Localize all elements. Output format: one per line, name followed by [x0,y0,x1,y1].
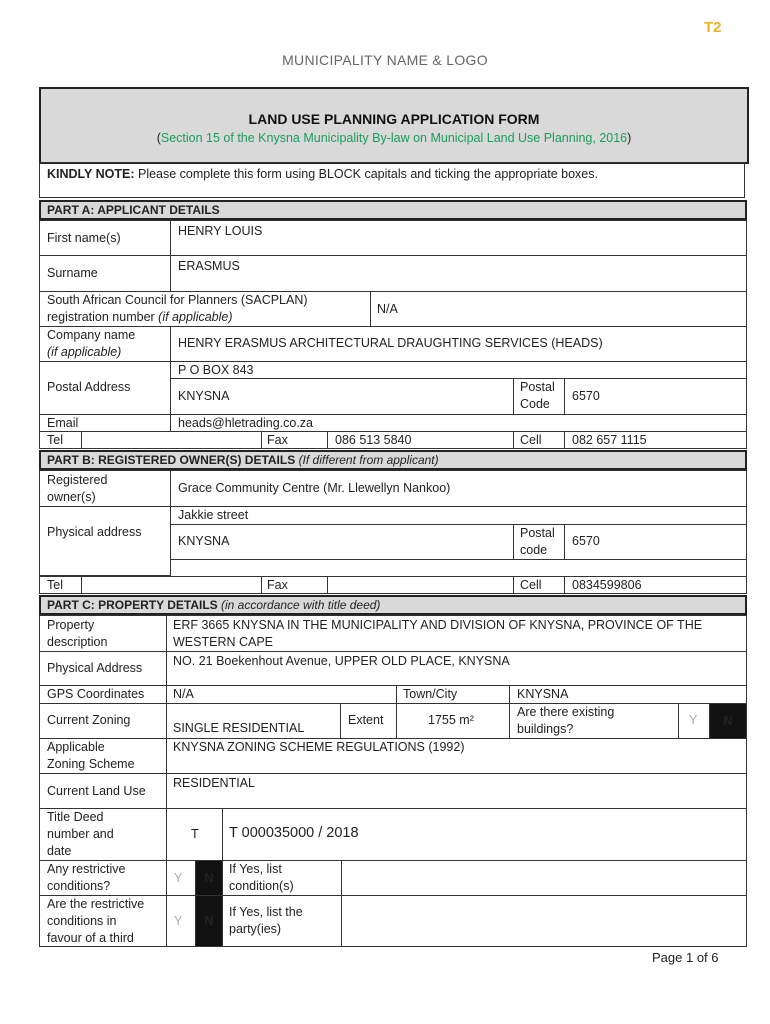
email-field[interactable]: heads@hletrading.co.za [170,414,747,432]
third-party-yes-box[interactable]: Y [166,895,196,947]
zoning-scheme-field[interactable]: KNYSNA ZONING SCHEME REGULATIONS (1992) [166,738,747,774]
physical-address-c-field[interactable]: NO. 21 Boekenhout Avenue, UPPER OLD PLACE, KNYSNA [166,651,747,686]
kindly-note: KINDLY NOTE: Please complete this form using BLOCK capitals and ticking the appropriate boxes. [39,162,745,198]
physical-line3-field[interactable] [170,559,747,577]
postal-address-label-cell: Postal Address [39,361,171,415]
restrictive-conditions-field[interactable] [341,860,747,896]
company-label-cell: Company name (if applicable) [39,326,171,362]
owner-cell-label-cell: Cell [513,576,565,594]
land-use-field[interactable]: RESIDENTIAL [166,773,747,809]
third-party-list-label-cell: If Yes, list the party(ies) [222,895,342,947]
company-field[interactable]: HENRY ERASMUS ARCHITECTURAL DRAUGHTING SERVICES (HEADS) [170,326,747,362]
owner-tel-field[interactable] [81,576,262,594]
postal-address-line2-field[interactable]: KNYSNA [170,378,514,415]
zoning-label-cell: Current Zoning [39,703,167,739]
third-party-no-box[interactable]: N [195,895,223,947]
surname-field[interactable]: ERASMUS [170,255,747,292]
property-desc-label-cell: Property description [39,615,167,652]
owner-label-cell: Registered owner(s) [39,470,171,507]
owner-postal-code-label-cell: Postal code [513,524,565,560]
cell-field[interactable]: 082 657 1115 [564,431,747,449]
owner-field[interactable]: Grace Community Centre (Mr. Llewellyn Nankoo) [170,470,747,507]
extent-label-cell: Extent [340,703,397,739]
part-c-heading: PART C: PROPERTY DETAILS (in accordance with title deed) [39,595,747,615]
cell-label-cell: Cell [513,431,565,449]
sacplan-label-cell: South African Council for Planners (SACPLAN) registration number (if applicable) [39,291,371,327]
page-number: Page 1 of 6 [652,950,719,965]
first-names-field[interactable]: HENRY LOUIS [170,220,747,256]
title-deed-label-cell: Title Deed number and date [39,808,167,861]
sacplan-field[interactable]: N/A [370,291,747,327]
title-deed-field[interactable]: T 000035000 / 2018 [222,808,747,861]
gps-field[interactable]: N/A [166,685,397,704]
owner-fax-field[interactable] [327,576,514,594]
existing-buildings-no-box[interactable]: N [709,703,747,739]
owner-cell-field[interactable]: 0834599806 [564,576,747,594]
restrictive-list-label-cell: If Yes, list condition(s) [222,860,342,896]
physical-address-c-label-cell: Physical Address [39,651,167,686]
physical-address-label-cell: Physical address [39,506,171,576]
form-title: LAND USE PLANNING APPLICATION FORM [248,111,540,127]
owner-tel-label-cell: Tel [39,576,82,594]
postal-address-line1-field[interactable]: P O BOX 843 [170,361,747,379]
restrictive-yes-box[interactable]: Y [166,860,196,896]
surname-label-cell: Surname [39,255,171,292]
municipality-header: MUNICIPALITY NAME & LOGO [282,52,488,68]
existing-buildings-yes-box[interactable]: Y [678,703,710,739]
restrictive-no-box[interactable]: N [195,860,223,896]
third-party-label-cell: Are the restrictive conditions in favour of a third [39,895,167,947]
corner-tag: T2 [704,19,722,36]
restrictive-label-cell: Any restrictive conditions? [39,860,167,896]
property-desc-field[interactable]: ERF 3665 KNYSNA IN THE MUNICIPALITY AND DIVISION OF KNYSNA, PROVINCE OF THE WESTERN CAPE [166,615,747,652]
form-subtitle: (Section 15 of the Knysna Municipality By-law on Municipal Land Use Planning, 2016) [156,131,632,145]
fax-field[interactable]: 086 513 5840 [327,431,514,449]
town-field[interactable]: KNYSNA [509,685,747,704]
first-names-label-cell: First name(s) [39,220,171,256]
postal-code-label-cell: Postal Code [513,378,565,415]
third-party-field[interactable] [341,895,747,947]
owner-fax-label-cell: Fax [261,576,328,594]
land-use-label-cell: Current Land Use [39,773,167,809]
tel-field[interactable] [81,431,262,449]
owner-postal-code-field[interactable]: 6570 [564,524,747,560]
gps-label-cell: GPS Coordinates [39,685,167,704]
tel-label-cell: Tel [39,431,82,449]
part-a-heading: PART A: APPLICANT DETAILS [39,200,747,220]
physical-line1-field[interactable]: Jakkie street [170,506,747,525]
physical-line2-field[interactable]: KNYSNA [170,524,514,560]
existing-buildings-label-cell: Are there existing buildings? [509,703,679,739]
email-label-cell: Email [39,414,171,432]
town-label-cell: Town/City [396,685,510,704]
postal-code-field[interactable]: 6570 [564,378,747,415]
form-title-box [39,87,749,164]
fax-label-cell: Fax [261,431,328,449]
part-b-heading: PART B: REGISTERED OWNER(S) DETAILS (If different from applicant) [39,450,747,470]
zoning-field[interactable]: SINGLE RESIDENTIAL [166,703,341,739]
zoning-scheme-label-cell: Applicable Zoning Scheme [39,738,167,774]
extent-field[interactable]: 1755 m² [396,703,510,739]
title-deed-prefix-cell: T [166,808,223,861]
